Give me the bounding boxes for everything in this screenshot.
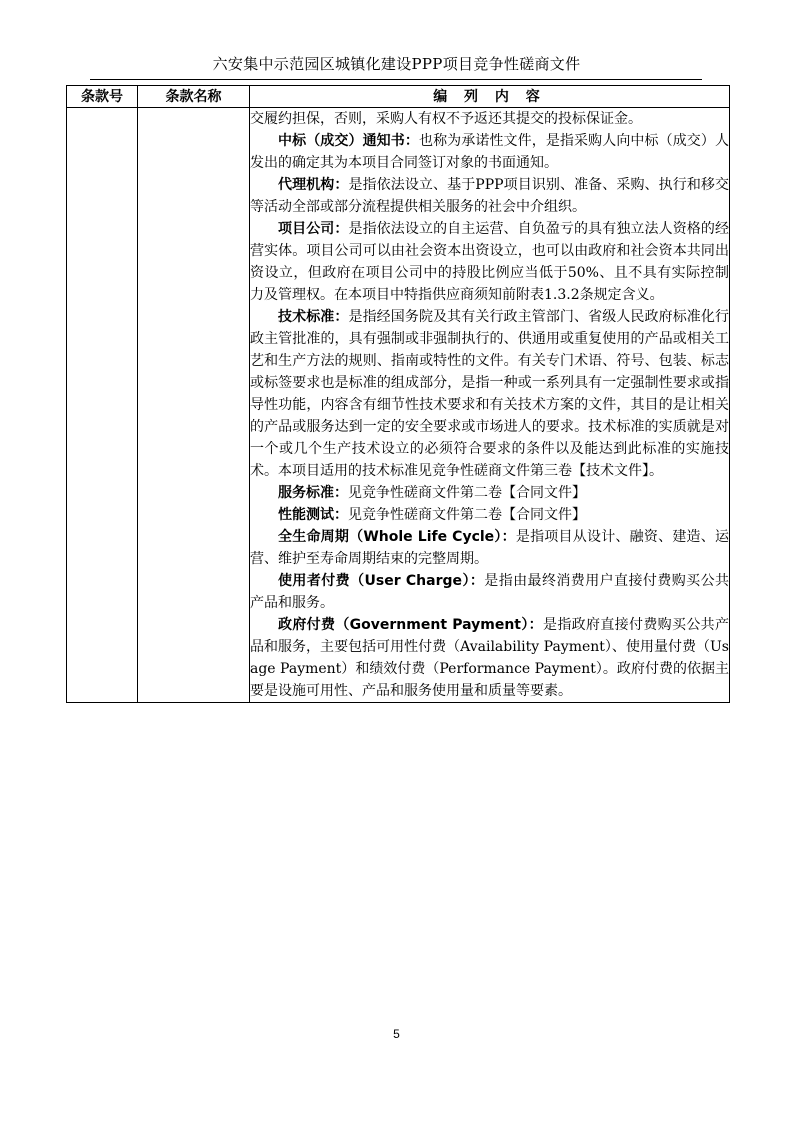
column-header-clause-no: 条款号 bbox=[67, 86, 138, 108]
table-row bbox=[67, 108, 730, 703]
definition: 也称为承诺性文件，是指采购人向中标（成交）人发出的确定其为本项目合同签订对象的书面通知。 bbox=[250, 133, 729, 171]
paragraph-guarantee-continuation bbox=[250, 108, 729, 130]
term-technical-standard: 技术标准： bbox=[278, 309, 349, 325]
page-header: 六安集中示范园区城镇化建设PPP项目竞争性磋商文件 bbox=[212, 55, 581, 73]
definition: 是指经国务院及其有关行政主管部门、省级人民政府标准化行政主管批准的，具有强制或非强制执行的、供通用或重复使用的产品或相关工艺和生产方法的规则、指南或特性的文件。有关专门术语、符号、包装、标志或标签要求也是标准的组成部分，是指一种或一系列具有一定强制性要求或指导性功能，内容含有细节性技术要求和有关技术方案的文件，其目的是让相关的产品或服务达到一定的安全要求或市场进人的要求。技术标准的实质就是对一个或几个生产技术设立的必须符合要求的条件以及能达到此标准的实施技术。本项目适用的技术标准见竞争性磋商文件第三卷【技术文件】。 bbox=[250, 309, 729, 479]
term-performance-test: 性能测试： bbox=[278, 507, 348, 523]
content-cell bbox=[250, 108, 730, 703]
paragraph-service-standard bbox=[250, 482, 729, 504]
term-project-company: 项目公司： bbox=[278, 221, 349, 237]
definition: 是指依法设立的自主运营、自负盈亏的具有独立法人资格的经营实体。项目公司可以由社会资本出资设立，也可以由政府和社会资本共同出资设立，但政府在项目公司中的持股比例应当低于50%、且不具有实际控制力及管理权。在本项目中特指供应商须知前附表1.3.2条规定含义。 bbox=[250, 221, 729, 303]
definition: 见竞争性磋商文件第二卷【合同文件】 bbox=[348, 485, 586, 501]
term-whole-life-cycle: 全生命周期（Whole Life Cycle）： bbox=[278, 529, 516, 545]
paragraph-whole-life-cycle bbox=[250, 526, 729, 570]
paragraph-agency bbox=[250, 174, 729, 218]
column-header-clause-name: 条款名称 bbox=[138, 86, 250, 108]
paragraph-performance-test bbox=[250, 504, 729, 526]
paragraph-award-notice bbox=[250, 130, 729, 174]
header-rule bbox=[90, 79, 702, 80]
paragraph-government-payment bbox=[250, 614, 729, 702]
definition: 是指依法设立、基于PPP项目识别、准备、采购、执行和移交等活动全部或部分流程提供相关服务的社会中介组织。 bbox=[250, 177, 730, 215]
column-header-content: 编 列 内 容 bbox=[250, 86, 730, 108]
term-service-standard: 服务标准： bbox=[278, 485, 348, 501]
term-award-notice: 中标（成交）通知书： bbox=[278, 133, 419, 149]
clause-no-cell bbox=[67, 108, 138, 703]
term-government-payment: 政府付费（Government Payment）： bbox=[278, 617, 543, 633]
paragraph-project-company bbox=[250, 218, 729, 306]
table-header-row bbox=[67, 86, 730, 108]
definition: 是指政府直接付费购买公共产品和服务，主要包括可用性付费（Availability Payment）、使用量付费（Usage Payment）和绩效付费（Performance Payment）。政府付费的依据主要是设施可用性、产品和服务使用量和质量等要素。 bbox=[250, 617, 729, 699]
definition: 交履约担保，否则，采购人有权不予返还其提交的投标保证金。 bbox=[250, 111, 642, 127]
page-number: 5 bbox=[393, 1027, 400, 1041]
clause-name-cell bbox=[138, 108, 250, 703]
paragraph-user-charge bbox=[250, 570, 729, 614]
clause-table bbox=[66, 85, 730, 703]
definition: 是指项目从设计、融资、建造、运营、维护至寿命周期结束的完整周期。 bbox=[250, 529, 729, 567]
paragraph-technical-standard bbox=[250, 306, 729, 482]
term-agency: 代理机构： bbox=[278, 177, 349, 193]
definition: 是指由最终消费用户直接付费购买公共产品和服务。 bbox=[250, 573, 729, 611]
definition: 见竞争性磋商文件第二卷【合同文件】 bbox=[348, 507, 586, 523]
term-user-charge: 使用者付费（User Charge）： bbox=[278, 573, 485, 589]
